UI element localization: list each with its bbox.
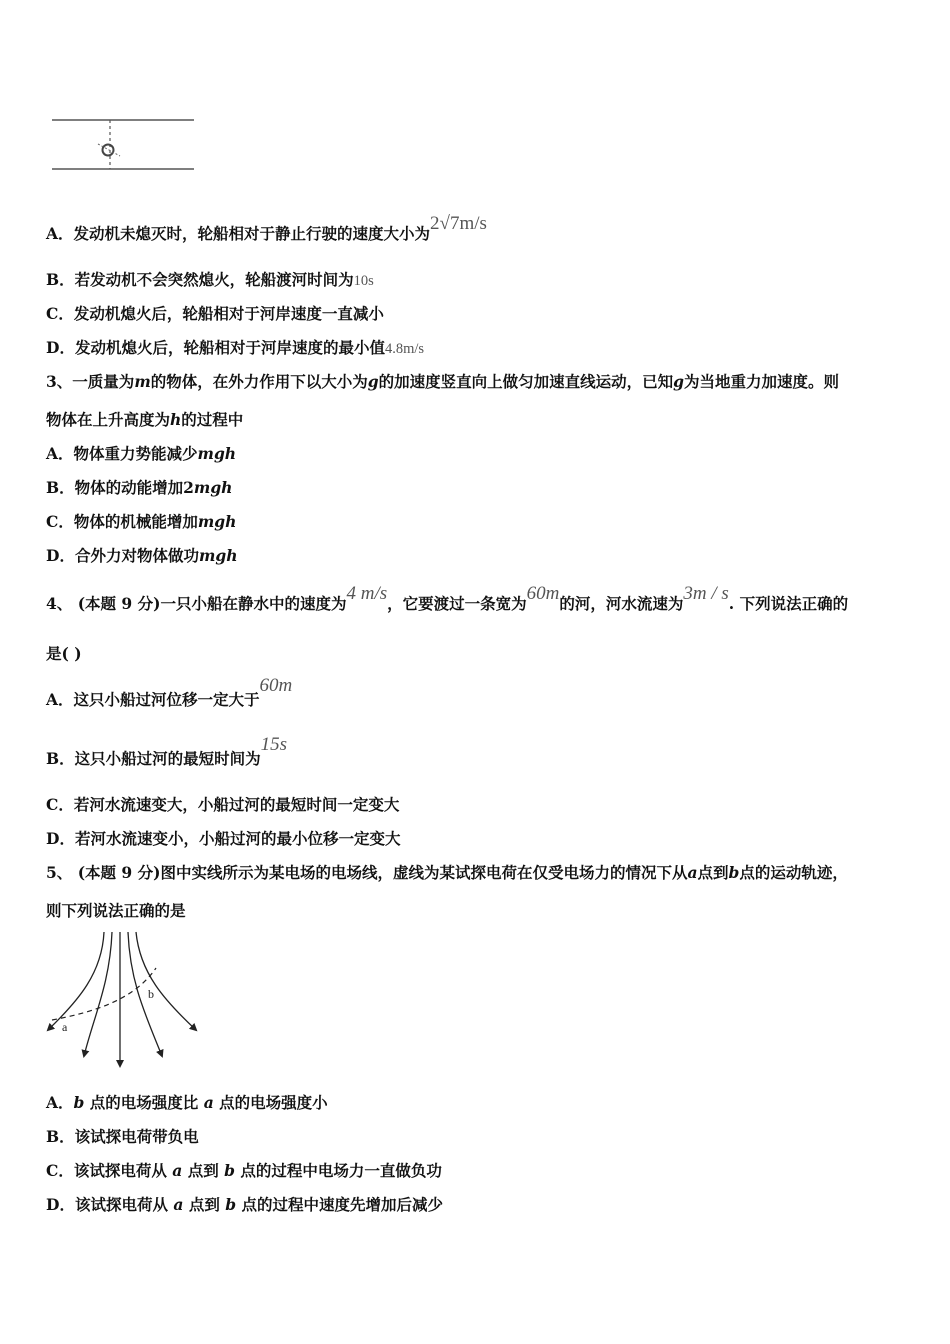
q5-stem: 5、 (本题 9 分)图中实线所示为某电场的电场线，虚线为某试探电荷在仅受电场力的情况下从a点到b点的运动轨迹， [46, 863, 848, 882]
q5-option-a: A．b 点的电场强度比 a 点的电场强度小 [46, 1093, 328, 1112]
q4-stem-line2: 是( ) [46, 644, 82, 663]
q2-option-a: A．发动机未熄灭时，轮船相对于静止行驶的速度大小为2√7m/s [46, 213, 487, 243]
q4-option-b: B．这只小船过河的最短时间为15s [46, 734, 288, 768]
q5-option-b: B．该试探电荷带负电 [46, 1127, 199, 1146]
q3-option-c: C．物体的机械能增加mgh [46, 512, 237, 531]
q3-option-d: D．合外力对物体做功mgh [46, 546, 238, 565]
river-boat-figure [48, 112, 198, 176]
q3-stem-line2: 物体在上升高度为h的过程中 [46, 410, 244, 429]
electric-field-figure [44, 928, 208, 1070]
q2-option-d: D．发动机熄火后，轮船相对于河岸速度的最小值4.8m/s [46, 338, 425, 357]
q4-option-c: C．若河水流速变大，小船过河的最短时间一定变大 [46, 795, 400, 814]
boat-icon [103, 145, 114, 156]
q3-option-b: B．物体的动能增加2mgh [46, 478, 233, 497]
q3-option-a: A．物体重力势能减少mgh [46, 444, 237, 463]
field-line-4 [128, 932, 162, 1056]
q2-option-c: C．发动机熄火后，轮船相对于河岸速度一直减小 [46, 304, 384, 323]
q3-stem: 3、一质量为m的物体，在外力作用下以大小为g的加速度竖直向上做匀加速直线运动，已知g为当地重力加速度。则 [46, 372, 839, 391]
q5-option-d: D．该试探电荷从 a 点到 b 点的过程中速度先增加后减少 [46, 1195, 444, 1214]
field-line-2 [84, 932, 112, 1056]
trajectory-dashed [52, 968, 156, 1020]
q2-option-b: B．若发动机不会突然熄火，轮船渡河时间为10s [46, 270, 374, 289]
q4-option-d: D．若河水流速变小，小船过河的最小位移一定变大 [46, 829, 401, 848]
q5-stem-line2: 则下列说法正确的是 [46, 901, 186, 920]
point-b-label: b [148, 987, 154, 1001]
point-a-label: a [62, 1020, 68, 1034]
q4-option-a: A．这只小船过河位移一定大于60m [46, 675, 293, 709]
q4-stem: 4、 (本题 9 分)一只小船在静水中的速度为4 m/s，它要渡过一条宽为60m的河，河水流速为3m / s. 下列说法正确的 [46, 583, 849, 613]
q5-option-c: C．该试探电荷从 a 点到 b 点的过程中电场力一直做负功 [46, 1161, 442, 1180]
